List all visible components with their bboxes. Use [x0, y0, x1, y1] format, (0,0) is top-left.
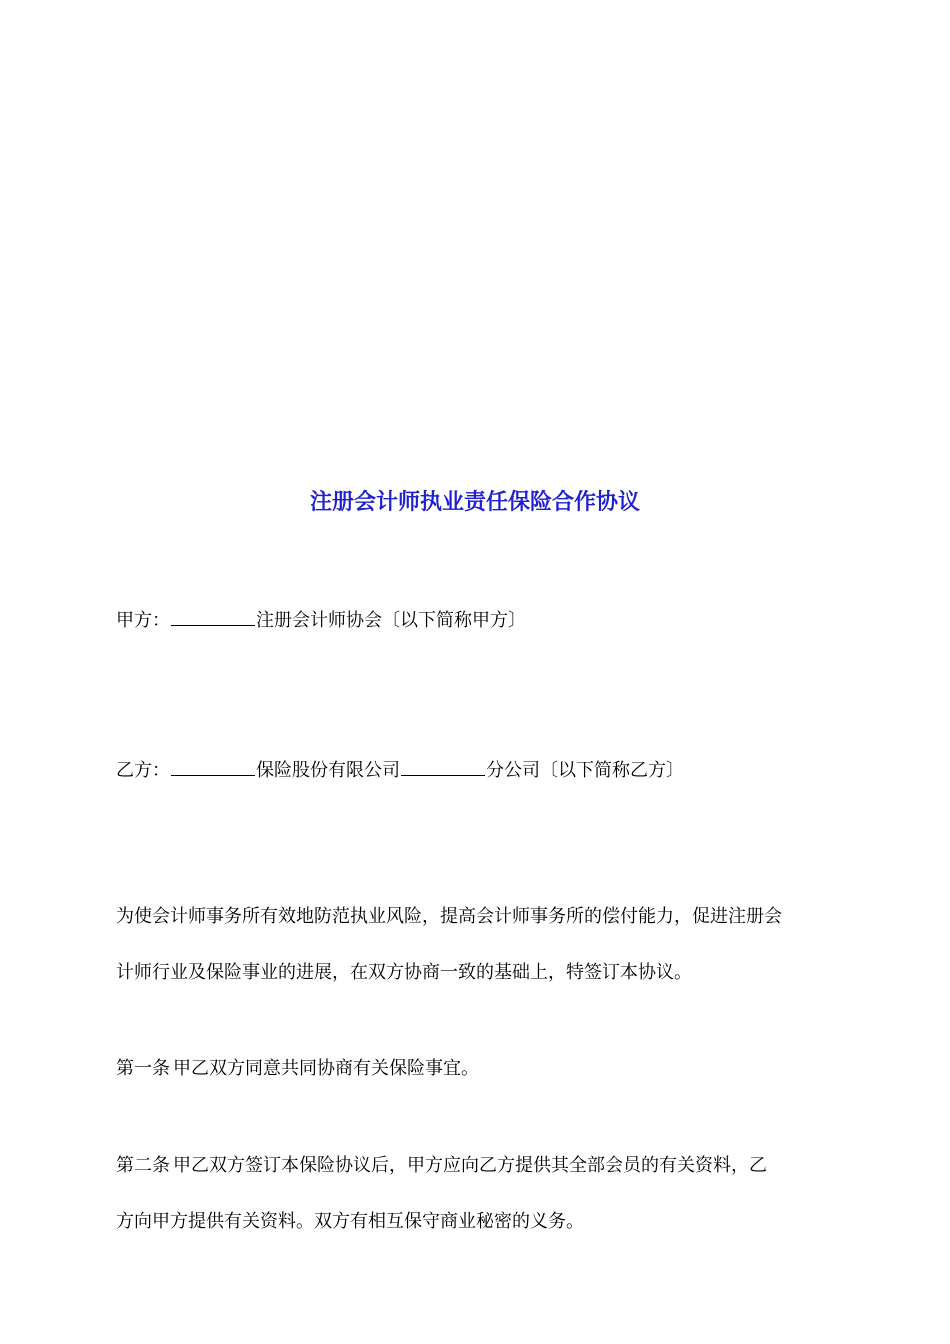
article-1-text: 甲乙双方同意共同协商有关保险事宜。	[173, 1058, 479, 1079]
party-a-name: 注册会计师协会〔以下简称甲方〕	[256, 610, 526, 631]
party-b-blank-1	[171, 757, 255, 776]
preamble-line-1: 为使会计师事务所有效地防范执业风险，提高会计师事务所的偿付能力，促进注册会	[116, 906, 782, 927]
article-2	[116, 1138, 846, 1250]
party-a-line	[116, 606, 846, 636]
party-b-blank-2	[401, 757, 485, 776]
party-b-name-tail: 分公司〔以下简称乙方〕	[486, 760, 684, 781]
preamble-line-2: 计师行业及保险事业的进展，在双方协商一致的基础上，特签订本协议。	[116, 962, 692, 983]
party-b-label: 乙方：	[116, 760, 170, 781]
document-title: 注册会计师执业责任保险合作协议	[309, 489, 640, 515]
party-b-name-mid: 保险股份有限公司	[256, 760, 400, 781]
article-1-label: 第一条	[116, 1058, 170, 1079]
article-1	[116, 1054, 846, 1084]
party-a-blank	[171, 607, 255, 626]
article-2-line-1	[116, 1138, 846, 1194]
preamble-paragraph	[116, 889, 846, 1001]
party-b-line	[116, 756, 846, 786]
party-a-label: 甲方：	[116, 610, 170, 631]
article-2-label: 第二条	[116, 1155, 170, 1176]
article-2-text-1: 甲乙双方签订本保险协议后，甲方应向乙方提供其全部会员的有关资料，乙	[173, 1155, 767, 1176]
article-2-line-2: 方向甲方提供有关资料。双方有相互保守商业秘密的义务。	[116, 1211, 584, 1232]
